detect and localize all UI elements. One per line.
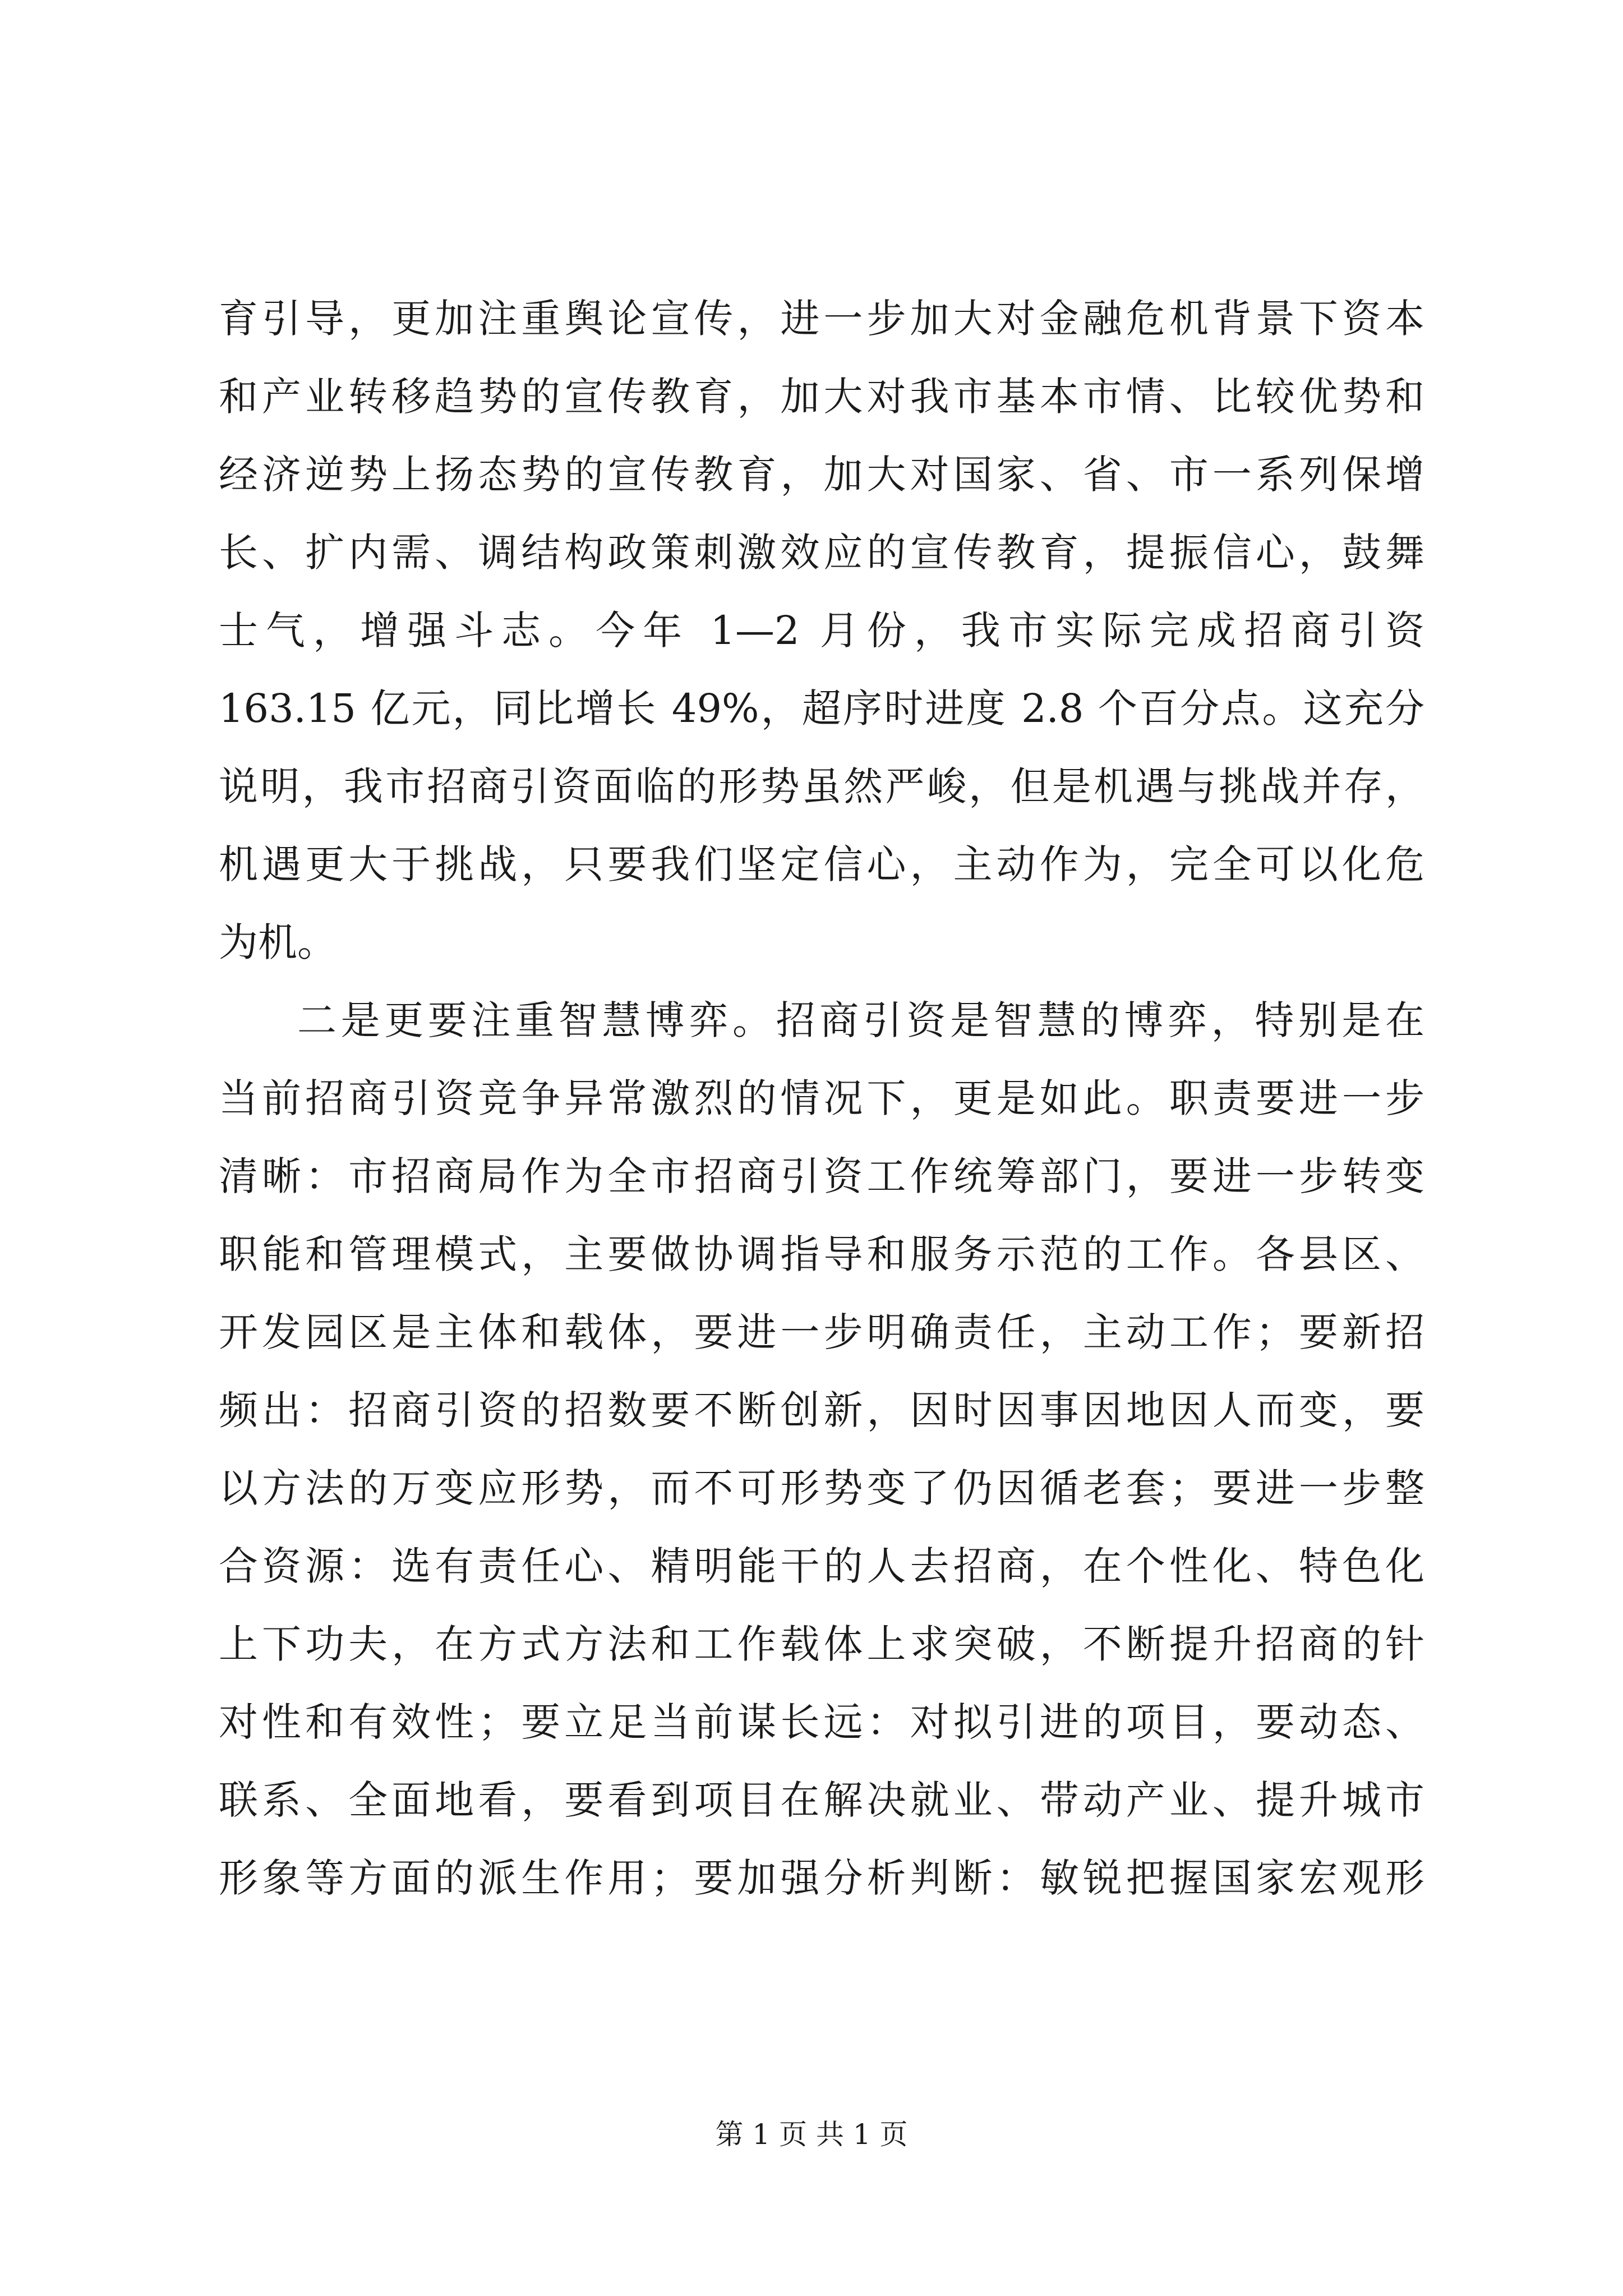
text-line: 上下功夫，在方式方法和工作载体上求突破，不断提升招商的针 [219,1621,1424,1667]
text-line: 说明，我市招商引资面临的形势虽然严峻，但是机遇与挑战并存， [219,763,1424,809]
text-line: 清晰：市招商局作为全市招商引资工作统筹部门，要进一步转变 [219,1153,1424,1199]
text-line: 经济逆势上扬态势的宣传教育，加大对国家、省、市一系列保增 [219,452,1424,498]
text-line: 对性和有效性；要立足当前谋长远：对拟引进的项目，要动态、 [219,1699,1424,1745]
text-line: 和产业转移趋势的宣传教育，加大对我市基本市情、比较优势和 [219,374,1424,420]
text-line: 为机。 [219,919,336,965]
text-line: 职能和管理模式，主要做协调指导和服务示范的工作。各县区、 [219,1231,1424,1277]
page-footer [0,2115,1623,2154]
text-line: 二是更要注重智慧博弈。招商引资是智慧的博弈，特别是在 [297,997,1424,1043]
document-body [219,292,1424,1929]
text-line: 育引导，更加注重舆论宣传，进一步加大对金融危机背景下资本 [219,296,1424,342]
text-line: 机遇更大于挑战，只要我们坚定信心，主动作为，完全可以化危 [219,841,1424,887]
text-line: 当前招商引资竞争异常激烈的情况下，更是如此。职责要进一步 [219,1075,1424,1121]
page-number-label: 第 1 页 共 1 页 [715,2118,908,2151]
text-line: 开发园区是主体和载体，要进一步明确责任，主动工作；要新招 [219,1309,1424,1355]
text-line: 以方法的万变应形势，而不可形势变了仍因循老套；要进一步整 [219,1465,1424,1511]
text-line: 合资源：选有责任心、精明能干的人去招商，在个性化、特色化 [219,1543,1424,1589]
text-line: 形象等方面的派生作用；要加强分析判断：敏锐把握国家宏观形 [219,1855,1424,1901]
text-line: 联系、全面地看，要看到项目在解决就业、带动产业、提升城市 [219,1777,1424,1823]
text-line: 163.15 亿元，同比增长 49%，超序时进度 2.8 个百分点。这充分 [219,685,1424,731]
text-line: 频出：招商引资的招数要不断创新，因时因事因地因人而变，要 [219,1387,1424,1433]
text-line: 长、扩内需、调结构政策刺激效应的宣传教育，提振信心，鼓舞 [219,530,1424,576]
text-line: 士气，增强斗志。今年 1—2 月份，我市实际完成招商引资 [219,608,1424,654]
